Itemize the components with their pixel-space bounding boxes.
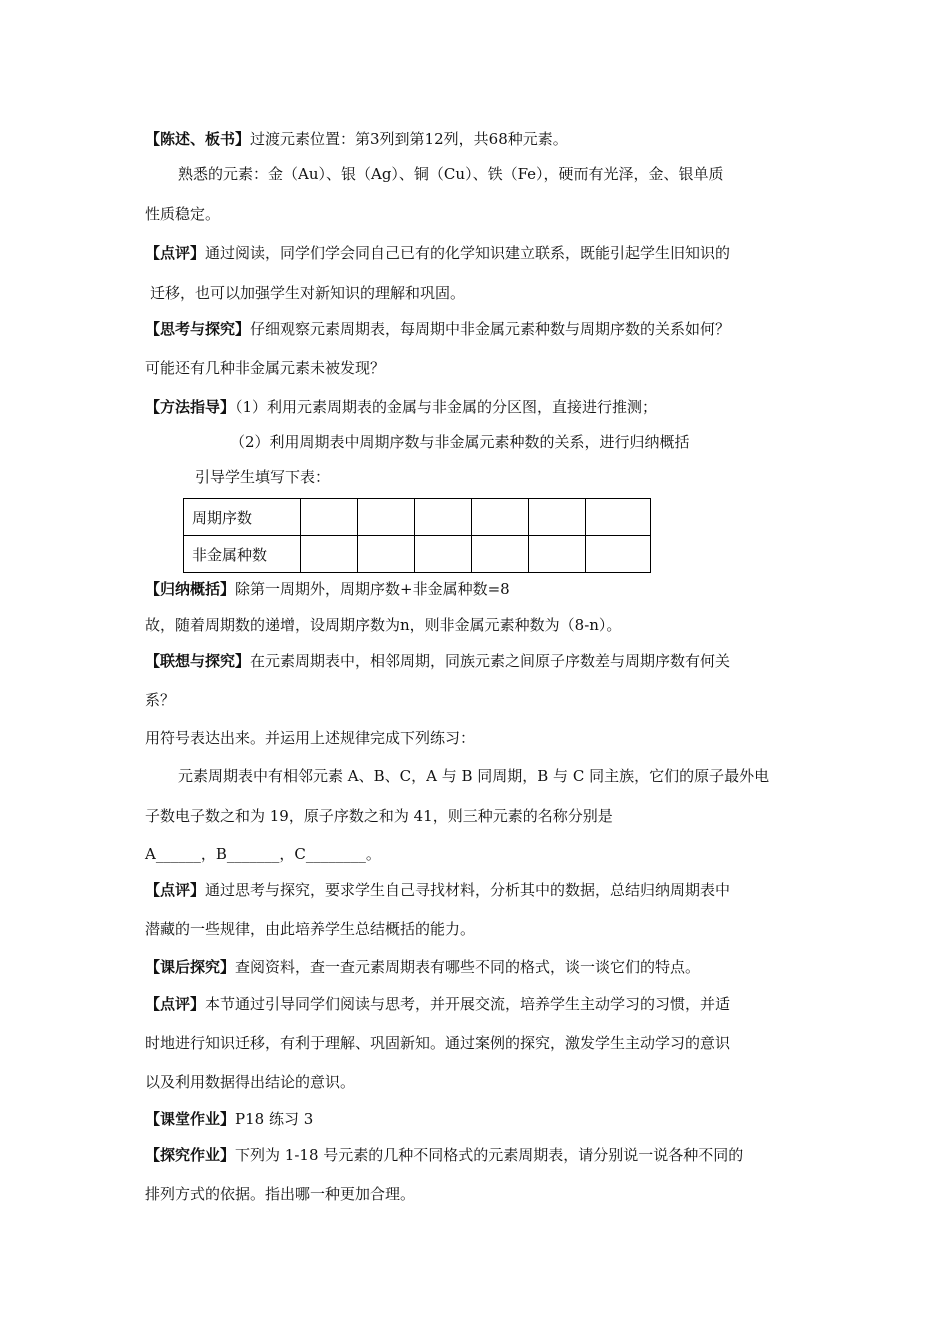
- paragraph-text: 排列方式的依据。指出哪一种更加合理。: [145, 1185, 416, 1203]
- table-cell: [586, 536, 651, 573]
- paragraph-method-guide-2: [230, 431, 690, 453]
- paragraph-comment-3-cont-2: [145, 1071, 355, 1093]
- paragraph-text: 查阅资料，查一查元素周期表有哪些不同的格式，谈一谈它们的特点。: [235, 958, 701, 976]
- paragraph-comment-2: [145, 879, 730, 901]
- paragraph-text: 引导学生填写下表：: [195, 468, 331, 486]
- paragraph-text: 仔细观察元素周期表，每周期中非金属元素种数与周期序数的关系如何？: [250, 320, 731, 338]
- table-row: [184, 499, 651, 536]
- paragraph-explore-homework-cont: [145, 1183, 415, 1205]
- table-cell: [415, 499, 472, 536]
- paragraph-text: 性质稳定。: [145, 205, 221, 223]
- paragraph-comment-3-cont: [145, 1032, 730, 1054]
- paragraph-text: 用符号表达出来。并运用上述规律完成下列练习：: [145, 729, 476, 747]
- paragraph-exercise-cont: [145, 805, 613, 827]
- paragraph-explore-homework: [145, 1144, 743, 1166]
- paragraph-think-explore-cont: [145, 357, 385, 379]
- section-tag: 【陈述、板书】: [145, 130, 251, 148]
- paragraph-text: 在元素周期表中，相邻周期，同族元素之间原子序数差与周期序数有何关: [250, 652, 731, 670]
- paragraph-text: 本节通过引导同学们阅读与思考，并开展交流，培养学生主动学习的习惯，并适: [205, 995, 731, 1013]
- paragraph-exercise: [178, 765, 769, 787]
- paragraph-after-class: [145, 956, 700, 978]
- paragraph-text: （1）利用元素周期表的金属与非金属的分区图，直接进行推测；: [235, 398, 658, 416]
- table-cell: [415, 536, 472, 573]
- paragraph-text: 故，随着周期数的递增，设周期序数为n，则非金属元素种数为（8-n）。: [145, 616, 622, 634]
- table-cell: [301, 499, 358, 536]
- paragraph-text: 迁移，也可以加强学生对新知识的理解和巩固。: [150, 284, 466, 302]
- fill-in-table: [183, 498, 651, 573]
- paragraph-classwork: [145, 1108, 313, 1130]
- paragraph-text: 过渡元素位置：第3列到第12列，共68种元素。: [250, 130, 568, 148]
- paragraph-association-cont: [145, 689, 175, 711]
- section-tag: 【点评】: [145, 244, 206, 262]
- paragraph-summary-cont: [145, 614, 621, 636]
- paragraph-text: A______，B_______，C________。: [145, 845, 381, 863]
- table-cell: [529, 499, 586, 536]
- paragraph-text: 时地进行知识迁移，有利于理解、巩固新知。通过案例的探究，激发学生主动学习的意识: [145, 1034, 731, 1052]
- table-cell: [301, 536, 358, 573]
- row-header-period: 周期序数: [184, 499, 301, 536]
- paragraph-think-explore: [145, 318, 730, 340]
- section-tag: 【探究作业】: [145, 1146, 236, 1164]
- exercise-blanks: [145, 843, 381, 865]
- paragraph-comment-1-cont: [150, 282, 465, 304]
- section-tag: 【点评】: [145, 881, 206, 899]
- table-cell: [586, 499, 651, 536]
- paragraph-method-guide-3: [195, 466, 330, 488]
- paragraph-text: 熟悉的元素：金（Au）、银（Ag）、铜（Cu）、铁（Fe），硬而有光泽，金、银单质: [178, 165, 724, 183]
- table-row: [184, 536, 651, 573]
- section-tag: 【方法指导】: [145, 398, 236, 416]
- paragraph-comment-3: [145, 993, 730, 1015]
- paragraph-text: 系？: [145, 691, 176, 709]
- section-tag: 【课堂作业】: [145, 1110, 236, 1128]
- table-cell: [358, 536, 415, 573]
- paragraph-text: P18 练习 3: [235, 1110, 314, 1128]
- section-tag: 【归纳概括】: [145, 580, 236, 598]
- paragraph-text: 元素周期表中有相邻元素 A、B、C，A 与 B 同周期，B 与 C 同主族，它们的原子最外电: [178, 767, 770, 785]
- section-tag: 【点评】: [145, 995, 206, 1013]
- section-tag: 【课后探究】: [145, 958, 236, 976]
- paragraph-method-guide: [145, 396, 657, 418]
- table-cell: [472, 499, 529, 536]
- paragraph-comment-2-cont: [145, 918, 475, 940]
- table-cell: [529, 536, 586, 573]
- paragraph-text: 通过思考与探究，要求学生自己寻找材料，分析其中的数据，总结归纳周期表中: [205, 881, 731, 899]
- paragraph-familiar-elements-cont: [145, 203, 220, 225]
- table-cell: [358, 499, 415, 536]
- paragraph-familiar-elements: [178, 163, 724, 185]
- paragraph-summary: [145, 578, 510, 600]
- paragraph-comment-1: [145, 242, 730, 264]
- section-tag: 【联想与探究】: [145, 652, 251, 670]
- paragraph-text: 下列为 1-18 号元素的几种不同格式的元素周期表，请分别说一说各种不同的: [235, 1146, 744, 1164]
- row-header-nonmetal: 非金属种数: [184, 536, 301, 573]
- paragraph-text: 潜藏的一些规律，由此培养学生总结概括的能力。: [145, 920, 476, 938]
- paragraph-text: 以及利用数据得出结论的意识。: [145, 1073, 356, 1091]
- section-tag: 【思考与探究】: [145, 320, 251, 338]
- paragraph-text: 子数电子数之和为 19，原子序数之和为 41，则三种元素的名称分别是: [145, 807, 613, 825]
- paragraph-text: 除第一周期外，周期序数+非金属种数=8: [235, 580, 510, 598]
- paragraph-association: [145, 650, 730, 672]
- table-cell: [472, 536, 529, 573]
- paragraph-text: 通过阅读，同学们学会同自己已有的化学知识建立联系，既能引起学生旧知识的: [205, 244, 731, 262]
- paragraph-transition-elements: [145, 128, 568, 150]
- paragraph-text: （2）利用周期表中周期序数与非金属元素种数的关系，进行归纳概括: [230, 433, 690, 451]
- paragraph-association-cont-2: [145, 727, 475, 749]
- paragraph-text: 可能还有几种非金属元素未被发现？: [145, 359, 386, 377]
